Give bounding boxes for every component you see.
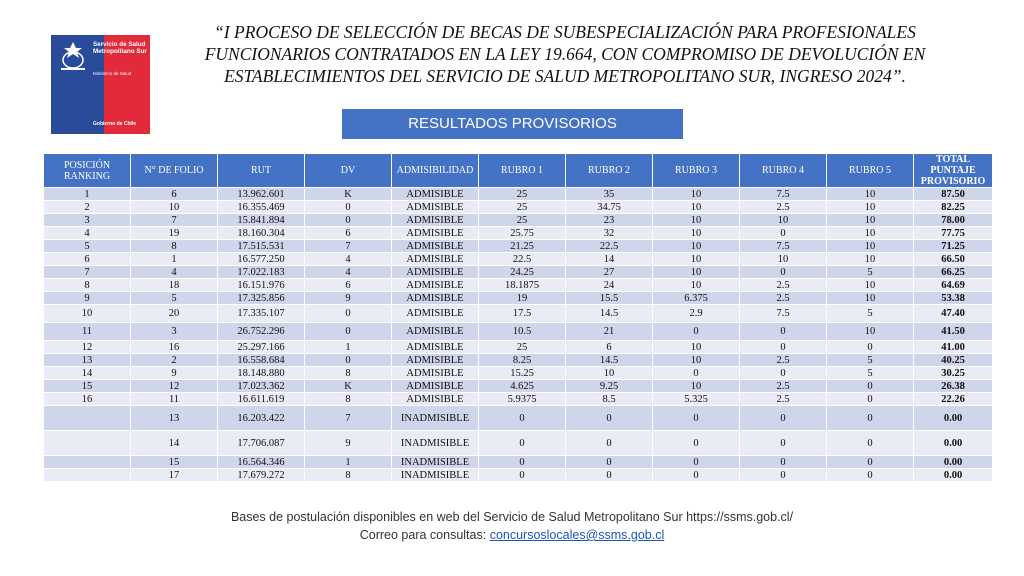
logo-government: Gobierno de Chile [93,121,137,127]
table-cell: 0 [740,367,827,380]
table-cell: 5.325 [653,393,740,406]
table-cell: 16 [131,341,218,354]
table-row [44,201,993,214]
table-row [44,305,993,323]
table-row [44,214,993,227]
table-cell: ADMISIBLE [392,367,479,380]
table-cell: 15.841.894 [218,214,305,227]
table-cell: 9 [131,367,218,380]
table-cell: 3 [44,214,131,227]
table-cell: 0 [827,393,914,406]
table-row [44,367,993,380]
table-cell: 25 [479,214,566,227]
header-cell: TOTAL PUNTAJE PROVISORIO [914,154,993,188]
table-cell: ADMISIBLE [392,253,479,266]
header-cell: RUBRO 3 [653,154,740,188]
table-cell: 10 [827,253,914,266]
table-cell: 24 [566,279,653,292]
table-cell: 21.25 [479,240,566,253]
table-cell: 17.325.856 [218,292,305,305]
table-cell: 25.75 [479,227,566,240]
table-cell: 22.5 [479,253,566,266]
table-cell: 9 [44,292,131,305]
table-row [44,279,993,292]
table-cell: 0 [305,323,392,341]
table-cell: 8 [44,279,131,292]
table-cell: 0 [827,341,914,354]
table-cell: 25 [479,201,566,214]
table-cell: ADMISIBLE [392,305,479,323]
table-row [44,292,993,305]
table-cell: 10 [827,214,914,227]
table-cell: 0 [305,214,392,227]
table-cell: 10 [653,201,740,214]
table-cell [44,431,131,456]
table-cell: 23 [566,214,653,227]
table-cell: 0 [566,431,653,456]
table-header-row [44,154,993,188]
table-cell: ADMISIBLE [392,354,479,367]
table-cell: ADMISIBLE [392,380,479,393]
table-cell: 17.335.107 [218,305,305,323]
table-cell: ADMISIBLE [392,201,479,214]
table-cell: 16.151.976 [218,279,305,292]
header-cell: RUBRO 5 [827,154,914,188]
header-cell: N° DE FOLIO [131,154,218,188]
table-cell: 14 [566,253,653,266]
table-cell: INADMISIBLE [392,469,479,482]
table-cell: 18.1875 [479,279,566,292]
table-cell: 10 [740,253,827,266]
header-cell: RUBRO 2 [566,154,653,188]
table-cell: 6 [305,279,392,292]
table-cell: 5 [131,292,218,305]
table-cell: 0 [653,367,740,380]
table-cell: 2.5 [740,279,827,292]
table-cell [44,406,131,431]
table-cell: 3 [131,323,218,341]
logo-ministry: Ministerio de Salud [93,71,132,76]
table-cell: 18 [131,279,218,292]
table-cell: 10 [653,253,740,266]
table-cell: 53.38 [914,292,993,305]
table-cell: 19 [479,292,566,305]
table-row [44,188,993,201]
table-cell: 17.023.362 [218,380,305,393]
table-cell: 17 [131,469,218,482]
table-cell: ADMISIBLE [392,266,479,279]
table-cell: 0 [740,406,827,431]
table-cell: 10.5 [479,323,566,341]
table-cell: 5 [827,354,914,367]
table-cell: 8.5 [566,393,653,406]
table-cell: 2 [131,354,218,367]
table-cell: 10 [827,240,914,253]
header-cell: POSICIÓN RANKING [44,154,131,188]
table-cell: 0 [827,469,914,482]
table-cell: 0 [740,431,827,456]
table-row [44,469,993,482]
table-cell: 0 [740,266,827,279]
table-cell: 1 [305,456,392,469]
table-cell: 17.515.531 [218,240,305,253]
table-cell: 7 [131,214,218,227]
table-cell: ADMISIBLE [392,323,479,341]
table-cell: 7.5 [740,240,827,253]
table-cell: 18.148.880 [218,367,305,380]
table-cell: 16.558.684 [218,354,305,367]
table-cell: 4.625 [479,380,566,393]
table-cell: 10 [653,380,740,393]
table-cell: 0 [827,380,914,393]
table-cell: 14 [44,367,131,380]
table-cell: 10 [827,188,914,201]
table-cell: 7.5 [740,305,827,323]
table-cell: 6.375 [653,292,740,305]
table-row [44,341,993,354]
table-cell: 4 [305,253,392,266]
results-banner: RESULTADOS PROVISORIOS [342,109,683,139]
table-cell: ADMISIBLE [392,341,479,354]
table-cell [44,456,131,469]
table-cell: 77.75 [914,227,993,240]
table-cell: 1 [131,253,218,266]
table-cell: 10 [653,354,740,367]
table-cell: 8 [305,393,392,406]
table-cell: 0 [740,469,827,482]
table-cell: 17.5 [479,305,566,323]
table-cell: 8 [305,469,392,482]
table-cell: 11 [131,393,218,406]
table-cell: 64.69 [914,279,993,292]
table-cell: 0 [479,431,566,456]
table-cell: 6 [566,341,653,354]
table-cell: 0 [653,406,740,431]
table-cell: 0.00 [914,431,993,456]
table-cell: 16 [44,393,131,406]
table-cell: 5 [827,305,914,323]
header-cell: RUT [218,154,305,188]
table-row [44,406,993,431]
table-cell: 2.5 [740,292,827,305]
table-cell: 2.5 [740,201,827,214]
table-cell: INADMISIBLE [392,431,479,456]
table-cell: 5 [827,266,914,279]
table-cell: 9 [305,431,392,456]
table-cell: 2.5 [740,380,827,393]
table-cell: 16.611.619 [218,393,305,406]
table-cell: 2.5 [740,354,827,367]
footer-contact-label: Correo para consultas: [359,528,490,542]
table-cell: 0.00 [914,406,993,431]
table-cell: 7 [44,266,131,279]
table-cell: 0 [827,406,914,431]
table-cell: 25.297.166 [218,341,305,354]
table-cell: 26.38 [914,380,993,393]
table-cell: 1 [305,341,392,354]
table-cell: INADMISIBLE [392,406,479,431]
table-cell: 26.752.296 [218,323,305,341]
table-cell: 1 [44,188,131,201]
table-cell: 0 [566,469,653,482]
table-cell: 6 [305,227,392,240]
table-cell: 25 [479,188,566,201]
table-cell: 15.5 [566,292,653,305]
table-cell: 10 [827,292,914,305]
table-cell: 8.25 [479,354,566,367]
table-cell: 8 [131,240,218,253]
table-cell: 11 [44,323,131,341]
table-row [44,456,993,469]
table-cell: 9.25 [566,380,653,393]
table-cell: 14.5 [566,354,653,367]
table-cell: 10 [740,214,827,227]
table-cell: 27 [566,266,653,279]
table-cell: 22.26 [914,393,993,406]
table-row [44,354,993,367]
table-cell: 10 [131,201,218,214]
table-cell: 0 [827,456,914,469]
table-cell: 5 [827,367,914,380]
table-row [44,266,993,279]
header-cell: RUBRO 4 [740,154,827,188]
table-cell: 0 [305,305,392,323]
table-cell: 9 [305,292,392,305]
table-cell: K [305,188,392,201]
contact-email-link[interactable]: concursoslocales@ssms.gob.cl [489,528,665,542]
table-cell: 32 [566,227,653,240]
logo-service-name: Servicio de Salud Metropolitano Sur [93,41,147,56]
results-table [43,153,993,482]
table-row [44,323,993,341]
header-cell: ADMISIBILIDAD [392,154,479,188]
table-cell: 0 [566,406,653,431]
table-cell: 22.5 [566,240,653,253]
table-cell: 47.40 [914,305,993,323]
table-cell: 19 [131,227,218,240]
table-cell: 41.00 [914,341,993,354]
table-row [44,240,993,253]
table-cell: 0 [740,323,827,341]
table-cell: 0 [653,323,740,341]
table-cell: 34.75 [566,201,653,214]
table-cell: 21 [566,323,653,341]
table-row [44,431,993,456]
table-cell: 18.160.304 [218,227,305,240]
table-cell: 10 [653,279,740,292]
table-cell: 2.9 [653,305,740,323]
table-cell: 5.9375 [479,393,566,406]
table-cell [44,469,131,482]
table-cell: 4 [131,266,218,279]
table-cell: 13 [131,406,218,431]
coat-of-arms-icon [55,39,91,73]
table-cell: 40.25 [914,354,993,367]
table-cell: 0 [653,456,740,469]
table-cell: 13.962.601 [218,188,305,201]
table-cell: 0 [479,469,566,482]
table-cell: ADMISIBLE [392,188,479,201]
table-cell: 0 [305,201,392,214]
table-cell: 16.355.469 [218,201,305,214]
table-cell: 8 [305,367,392,380]
table-cell: 6 [131,188,218,201]
table-cell: 10 [653,341,740,354]
table-cell: 13 [44,354,131,367]
table-cell: 17.679.272 [218,469,305,482]
table-cell: 25 [479,341,566,354]
table-cell: 78.00 [914,214,993,227]
table-cell: 10 [827,323,914,341]
table-cell: 0 [653,431,740,456]
table-cell: 7.5 [740,188,827,201]
table-cell: 20 [131,305,218,323]
page-title: “I PROCESO DE SELECCIÓN DE BECAS DE SUBESPECIALIZACIÓN PARA PROFESIONALES FUNCIONARIOS CONTRATADOS EN LA LEY 19.664, CON COMPROMISO DE DEVOLUCIÓN EN ESTABLECIMIENTOS DEL SERVICIO DE SALUD METROPOLITANO SUR, INGRESO 2024”. [204,22,926,86]
table-cell: ADMISIBLE [392,393,479,406]
table-cell: 0.00 [914,456,993,469]
table-row [44,380,993,393]
table-cell: 30.25 [914,367,993,380]
table-cell: 0 [740,227,827,240]
table-cell: 10 [653,266,740,279]
table-cell: 15 [131,456,218,469]
table-cell: 10 [653,188,740,201]
footer-contact [0,528,1024,542]
table-cell: 4 [44,227,131,240]
table-row [44,253,993,266]
table-cell: 66.25 [914,266,993,279]
table-cell: ADMISIBLE [392,240,479,253]
footer-bases: Bases de postulación disponibles en web del Servicio de Salud Metropolitano Sur https://ssms.gob.cl/ [230,510,794,524]
table-cell: 12 [44,341,131,354]
table-row [44,227,993,240]
table-cell: ADMISIBLE [392,292,479,305]
table-cell: ADMISIBLE [392,279,479,292]
table-cell: 12 [131,380,218,393]
ssms-logo [51,35,150,134]
table-row [44,393,993,406]
table-cell: 6 [44,253,131,266]
table-cell: 82.25 [914,201,993,214]
table-cell: 10 [653,214,740,227]
table-cell: 71.25 [914,240,993,253]
table-cell: 2.5 [740,393,827,406]
table-cell: 10 [827,201,914,214]
table-cell: 0 [479,456,566,469]
table-cell: 87.50 [914,188,993,201]
table-cell: 0.00 [914,469,993,482]
table-cell: 10 [653,240,740,253]
table-cell: 41.50 [914,323,993,341]
table-cell: 16.564.346 [218,456,305,469]
table-cell: 10 [44,305,131,323]
table-cell: 4 [305,266,392,279]
table-cell: 66.50 [914,253,993,266]
table-cell: 10 [566,367,653,380]
table-cell: 24.25 [479,266,566,279]
table-cell: 14 [131,431,218,456]
table-cell: 0 [479,406,566,431]
table-cell: ADMISIBLE [392,227,479,240]
table-cell: ADMISIBLE [392,214,479,227]
table-cell: 0 [740,341,827,354]
table-cell: 5 [44,240,131,253]
table-cell: 10 [653,227,740,240]
table-cell: 0 [740,456,827,469]
table-cell: 15.25 [479,367,566,380]
table-cell: 10 [827,227,914,240]
table-cell: INADMISIBLE [392,456,479,469]
table-cell: 0 [305,354,392,367]
table-cell: 7 [305,240,392,253]
table-cell: 0 [566,456,653,469]
table-cell: 16.577.250 [218,253,305,266]
table-cell: 0 [827,431,914,456]
table-cell: 10 [827,279,914,292]
table-cell: K [305,380,392,393]
table-cell: 7 [305,406,392,431]
table-cell: 14.5 [566,305,653,323]
header-cell: RUBRO 1 [479,154,566,188]
table-cell: 35 [566,188,653,201]
header-cell: DV [305,154,392,188]
table-cell: 16.203.422 [218,406,305,431]
table-cell: 17.706.087 [218,431,305,456]
table-cell: 15 [44,380,131,393]
table-cell: 0 [653,469,740,482]
table-cell: 2 [44,201,131,214]
table-cell: 17.022.183 [218,266,305,279]
